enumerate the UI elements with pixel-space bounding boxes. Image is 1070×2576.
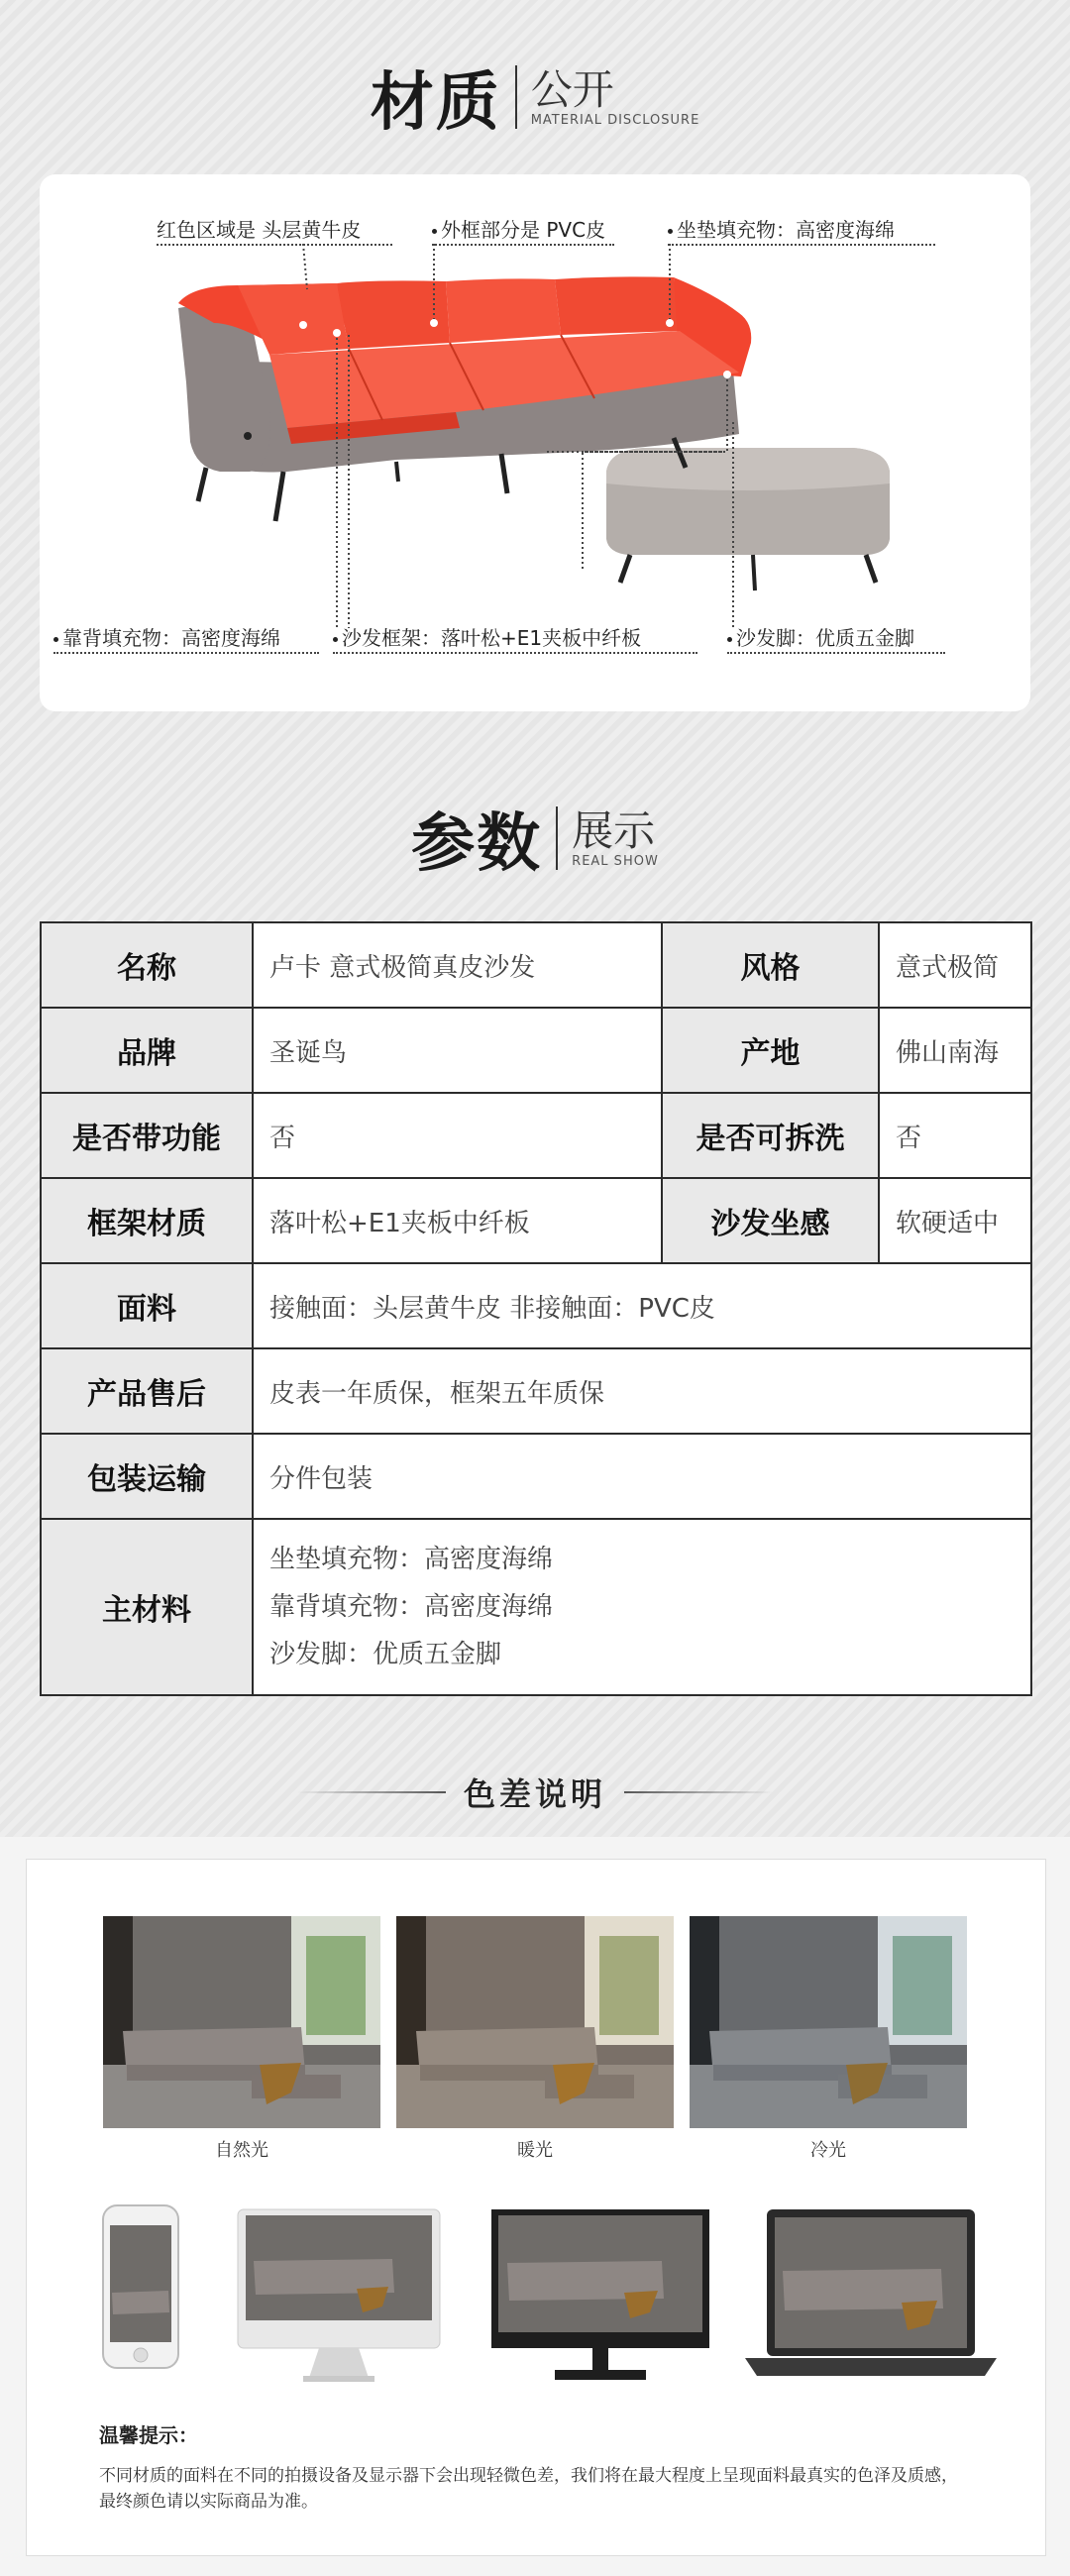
param-value: 否 — [253, 1093, 662, 1178]
table-row — [41, 1519, 1031, 1695]
color-section-title — [0, 1770, 1070, 1815]
table-row — [41, 1263, 1031, 1348]
param-value: 圣诞鸟 — [253, 1008, 662, 1093]
param-key: 产地 — [662, 1008, 879, 1093]
material-title-small: 公开 — [530, 64, 614, 114]
params-table — [40, 921, 1032, 1696]
room-photo-warm — [396, 1916, 674, 2128]
devices-illustration — [0, 2201, 1070, 2400]
imac-device — [238, 2209, 440, 2382]
caption-warm: 暖光 — [517, 2140, 553, 2161]
table-row — [41, 922, 1031, 1008]
callout-frame — [333, 622, 641, 651]
phone-device — [103, 2205, 178, 2368]
param-key: 产品售后 — [41, 1348, 253, 1434]
param-value: 接触面：头层黄牛皮 非接触面：PVC皮 — [253, 1263, 1031, 1348]
params-title-en: REAL SHOW — [572, 853, 659, 869]
param-value: 分件包装 — [253, 1434, 1031, 1519]
table-row — [41, 1178, 1031, 1263]
bullet-dot — [727, 637, 732, 642]
material-line: 坐垫填充物：高密度海绵 — [269, 1545, 554, 1574]
material-title-big: 材质 — [370, 66, 501, 140]
param-key: 包装运输 — [41, 1434, 253, 1519]
tip-title: 温馨提示： — [99, 2423, 198, 2447]
param-key: 品牌 — [41, 1008, 253, 1093]
table-row — [41, 1093, 1031, 1178]
param-key: 框架材质 — [41, 1178, 253, 1263]
material-line: 沙发脚：优质五金脚 — [269, 1640, 502, 1669]
callout-underline — [333, 652, 697, 654]
callout-frame-text: 沙发框架：落叶松+E1夹板中纤板 — [342, 626, 642, 650]
table-row — [41, 1008, 1031, 1093]
param-value: 软硬适中 — [879, 1178, 1031, 1263]
material-card — [40, 174, 1030, 711]
param-key: 沙发坐感 — [662, 1178, 879, 1263]
color-title: 色差说明 — [463, 1775, 606, 1813]
title-divider — [515, 65, 517, 129]
param-value: 皮表一年质保，框架五年质保 — [253, 1348, 1031, 1434]
callout-back-fill — [54, 622, 280, 651]
room-photo-cool — [690, 1916, 967, 2128]
params-title-big: 参数 — [411, 807, 543, 881]
params-title-small: 展示 — [572, 805, 656, 855]
param-key: 是否带功能 — [41, 1093, 253, 1178]
params-section-title — [0, 793, 1070, 884]
caption-natural: 自然光 — [215, 2140, 268, 2161]
title-divider — [556, 806, 558, 870]
param-key: 主材料 — [41, 1519, 253, 1695]
table-row — [41, 1434, 1031, 1519]
param-value-multiline — [253, 1519, 1031, 1695]
caption-cool: 冷光 — [810, 2140, 846, 2161]
material-section-title — [0, 52, 1070, 143]
table-row — [41, 1348, 1031, 1434]
callout-back-fill-text: 靠背填充物：高密度海绵 — [62, 626, 280, 650]
param-value: 意式极简 — [879, 922, 1031, 1008]
title-rule-right — [624, 1791, 773, 1793]
material-line: 靠背填充物：高密度海绵 — [269, 1592, 554, 1622]
callout-seat-fill-text: 坐垫填充物：高密度海绵 — [677, 218, 895, 242]
bullet-dot — [333, 637, 338, 642]
param-key: 是否可拆洗 — [662, 1093, 879, 1178]
param-value: 落叶松+E1夹板中纤板 — [253, 1178, 662, 1263]
tip-text: 不同材质的面料在不同的拍摄设备及显示器下会出现轻微色差，我们将在最大程度上呈现面料最真实的色泽及质感，最终颜色请以实际商品为准。 — [99, 2466, 958, 2512]
param-key: 名称 — [41, 922, 253, 1008]
material-title-en: MATERIAL DISCLOSURE — [530, 112, 700, 128]
monitor-device — [491, 2209, 709, 2380]
callout-pvc-text: 外框部分是 PVC皮 — [441, 218, 606, 242]
bullet-dot — [54, 637, 58, 642]
param-value: 否 — [879, 1093, 1031, 1178]
callout-feet-text: 沙发脚：优质五金脚 — [736, 626, 914, 650]
callout-feet — [727, 622, 914, 651]
callout-underline — [54, 652, 319, 654]
laptop-device — [745, 2209, 997, 2376]
param-value: 佛山南海 — [879, 1008, 1031, 1093]
callout-leather-text: 红色区域是 头层黄牛皮 — [157, 218, 362, 242]
param-key: 风格 — [662, 922, 879, 1008]
param-key: 面料 — [41, 1263, 253, 1348]
ottoman-shape — [606, 448, 890, 590]
param-value: 卢卡 意式极简真皮沙发 — [253, 922, 662, 1008]
callout-underline — [727, 652, 945, 654]
room-photo-natural — [103, 1916, 380, 2128]
title-rule-left — [297, 1791, 446, 1793]
